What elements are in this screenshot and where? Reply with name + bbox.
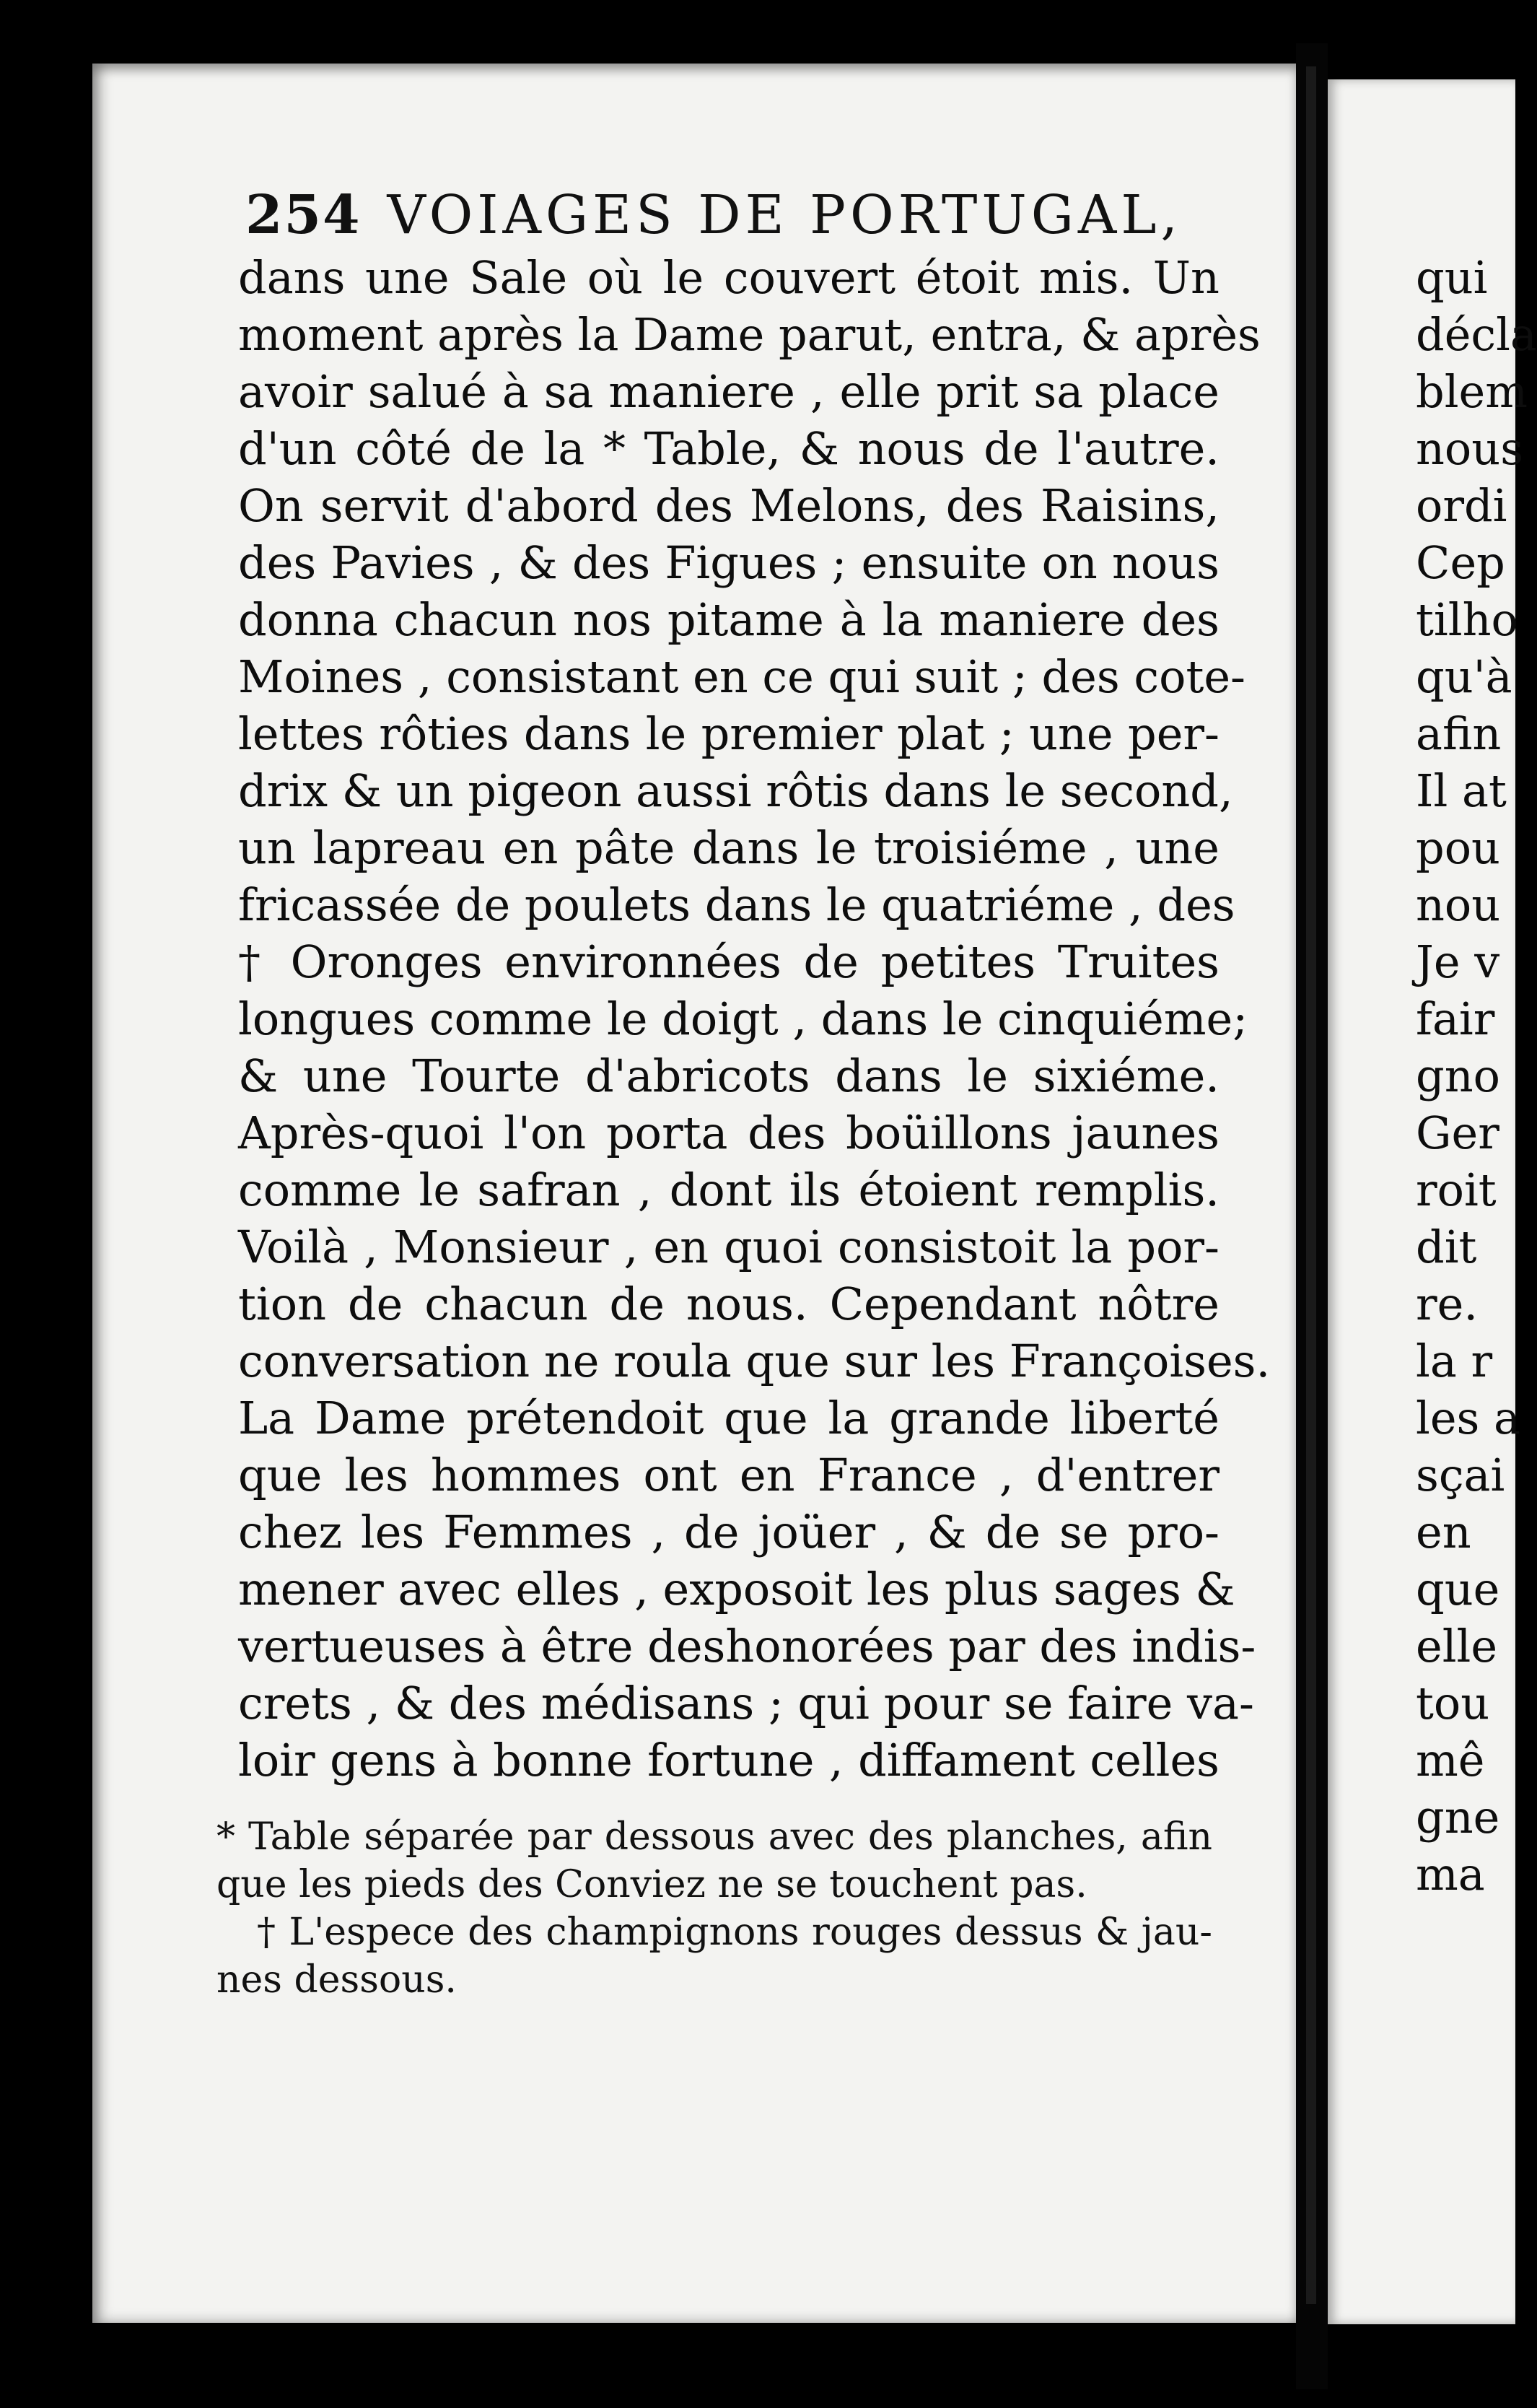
footnote-line: * Table séparée par dessous avec des planches, afin [216, 1815, 1212, 1859]
facing-text-fragment: Il at [1416, 764, 1507, 817]
text-line: Moines , consistant en ce qui suit ; des cote- [238, 650, 1245, 703]
text-line: La Dame prétendoit que la grande liberté [238, 1392, 1219, 1444]
facing-text-fragment: les a [1416, 1392, 1521, 1444]
facing-text-fragment: nou [1416, 878, 1501, 931]
facing-text-fragment: qu'à [1416, 650, 1512, 703]
text-line: lettes rôties dans le premier plat ; une per- [238, 707, 1219, 760]
text-line: mener avec elles , exposoit les plus sages & [238, 1563, 1235, 1615]
facing-text-fragment: afin [1416, 707, 1502, 760]
text-line: longues comme le doigt , dans le cinquiéme; [238, 993, 1248, 1045]
text-line: crets , & des médisans ; qui pour se faire va- [238, 1677, 1254, 1729]
page-number: 254 [245, 184, 362, 246]
text-line: fricassée de poulets dans le quatriéme , des [238, 878, 1235, 931]
text-line: † Oronges environnées de petites Truites [238, 935, 1219, 988]
facing-text-fragment: Ger [1416, 1107, 1499, 1159]
footnote-line: † L'espece des champignons rouges dessus & jau- [257, 1911, 1212, 1954]
facing-text-fragment: en [1416, 1506, 1471, 1558]
facing-text-fragment: nous [1416, 422, 1524, 475]
facing-text-fragment: mê [1416, 1734, 1485, 1787]
facing-text-fragment: elle [1416, 1620, 1498, 1672]
text-line: conversation ne roula que sur les Françoises. [238, 1335, 1271, 1387]
facing-text-fragment: blem [1416, 365, 1528, 418]
text-line: loir gens à bonne fortune , diffament celles [238, 1734, 1219, 1787]
book-spine [1306, 66, 1316, 2304]
running-title: VOIAGES DE PORTUGAL, [387, 184, 1182, 246]
text-line: chez les Femmes , de joüer , & de se pro- [238, 1506, 1219, 1558]
text-line: On servit d'abord des Melons, des Raisins, [238, 479, 1219, 532]
text-line: donna chacun nos pitame à la maniere des [238, 593, 1219, 646]
facing-text-fragment: Je v [1416, 935, 1500, 988]
facing-text-fragment: la r [1416, 1335, 1493, 1387]
facing-text-fragment: que [1416, 1563, 1500, 1615]
footnote-line: nes dessous. [216, 1958, 457, 2002]
text-line: Voilà , Monsieur , en quoi consistoit la por- [238, 1221, 1219, 1273]
facing-text-fragment: fair [1416, 993, 1495, 1045]
facing-text-fragment: dit [1416, 1221, 1477, 1273]
text-line: avoir salué à sa maniere , elle prit sa place [238, 365, 1219, 418]
facing-text-fragment: gne [1416, 1791, 1500, 1844]
facing-text-fragment: qui [1416, 251, 1488, 304]
facing-text-fragment: pou [1416, 821, 1500, 874]
facing-text-fragment: tou [1416, 1677, 1490, 1729]
facing-text-fragment: ordi [1416, 479, 1507, 532]
text-line: tion de chacun de nous. Cependant nôtre [238, 1278, 1219, 1330]
facing-text-fragment: re. [1416, 1278, 1479, 1330]
text-line: vertueuses à être deshonorées par des indis- [238, 1620, 1256, 1672]
text-line: un lapreau en pâte dans le troisiéme , une [238, 821, 1219, 874]
footnote-line: que les pieds des Conviez ne se touchent pas. [216, 1863, 1087, 1906]
text-line: moment après la Dame parut, entra, & après [238, 308, 1261, 361]
facing-text-fragment: décla [1416, 308, 1537, 361]
text-line: comme le safran , dont ils étoient remplis. [238, 1164, 1219, 1216]
text-line: & une Tourte d'abricots dans le sixiéme. [238, 1050, 1219, 1102]
text-line: drix & un pigeon aussi rôtis dans le second, [238, 764, 1233, 817]
facing-text-fragment: sçai [1416, 1449, 1505, 1501]
text-line: Après-quoi l'on porta des boüillons jaunes [238, 1107, 1219, 1159]
text-line: des Pavies , & des Figues ; ensuite on nous [238, 536, 1219, 589]
facing-text-fragment: roit [1416, 1164, 1497, 1216]
text-line: que les hommes ont en France , d'entrer [238, 1449, 1219, 1501]
footnotes [216, 1813, 1212, 2004]
body-text [238, 249, 1271, 1789]
text-line: d'un côté de la * Table, & nous de l'autre. [238, 422, 1219, 475]
facing-page-text [1416, 249, 1537, 1903]
facing-text-fragment: tilho [1416, 593, 1518, 646]
facing-text-fragment: ma [1416, 1848, 1485, 1901]
text-line: dans une Sale où le couvert étoit mis. Un [238, 251, 1219, 304]
facing-text-fragment: Cep [1416, 536, 1505, 589]
facing-text-fragment: gno [1416, 1050, 1500, 1102]
